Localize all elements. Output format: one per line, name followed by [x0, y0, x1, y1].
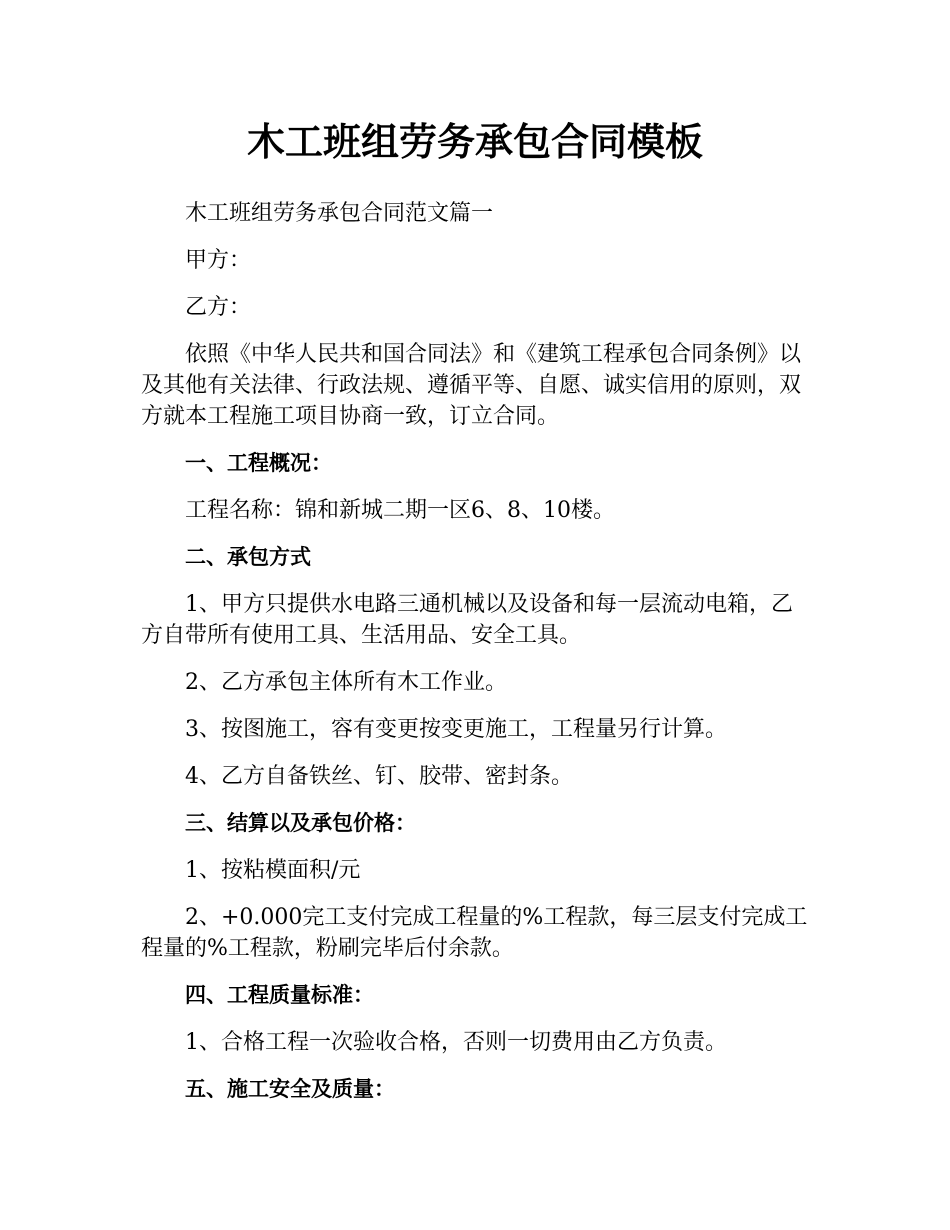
section-heading-1: 一、工程概况：	[185, 451, 332, 475]
paragraph-item: 1、按粘模面积/元	[185, 858, 361, 883]
paragraph-item: 2、+0.000完工支付完成工程量的%工程款，每三层支付完成工程量的%工程款，粉刷完毕后付余款。	[141, 905, 808, 961]
paragraph-item: 1、甲方只提供水电路三通机械以及设备和每一层流动电箱，乙方自带所有使用工具、生活用品、安全工具。	[141, 592, 793, 648]
paragraph-party-a: 甲方：	[185, 248, 252, 273]
paragraph-item: 1、合格工程一次验收合格，否则一切费用由乙方负责。	[185, 1030, 727, 1055]
paragraph-party-b: 乙方：	[185, 295, 252, 320]
paragraph-item: 4、乙方自备铁丝、钉、胶带、密封条。	[185, 764, 573, 789]
paragraph-preamble: 依照《中华人民共和国合同法》和《建筑工程承包合同条例》以及其他有关法律、行政法规、遵循平等、自愿、诚实信用的原则，双方就本工程施工项目协商一致，订立合同。	[141, 342, 802, 429]
document-title: 木工班组劳务承包合同模板	[246, 120, 703, 164]
section-heading-4: 四、工程质量标准：	[185, 983, 374, 1007]
paragraph-subtitle: 木工班组劳务承包合同范文篇一	[185, 201, 494, 226]
section-heading-2: 二、承包方式	[185, 545, 311, 569]
document-body	[141, 198, 813, 1121]
paragraph-project-name: 工程名称：锦和新城二期一区6、8、10楼。	[185, 498, 615, 523]
paragraph-item: 2、乙方承包主体所有木工作业。	[185, 670, 507, 695]
section-heading-5: 五、施工安全及质量：	[185, 1077, 395, 1101]
section-heading-3: 三、结算以及承包价格：	[185, 811, 416, 835]
paragraph-item: 3、按图施工，容有变更按变更施工，工程量另行计算。	[185, 717, 727, 742]
